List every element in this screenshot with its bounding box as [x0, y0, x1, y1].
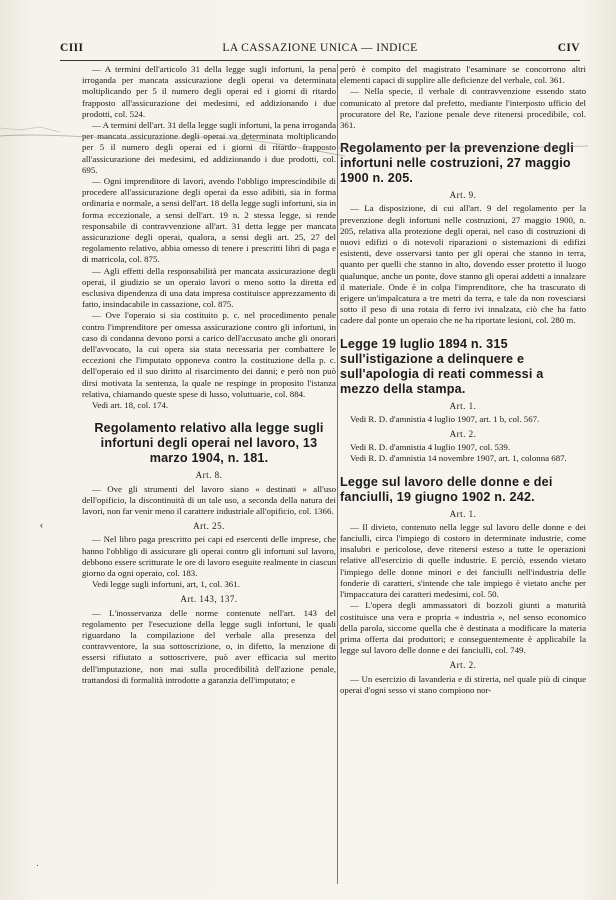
cross-reference: Vedi legge sugli infortuni, art, 1, col. 361. [92, 579, 240, 590]
margin-mark: ‹ [40, 520, 43, 530]
running-head [60, 38, 580, 61]
paragraph: — L'opera degli ammassatori di bozzoli giunti a maturità costituisce una vera e propria « industria », nel senso economico della parola, siccome quella che è destinata a modificare la materia prima offerta dai produttori; e conseguentemente è applicabile la legge sul lavoro delle donne e dei fanciulli, col. 749. [340, 600, 586, 656]
article-label: Art. 2. [449, 429, 477, 440]
paragraph: — A termini dell'art. 31 della legge sugli infortuni, la pena irroganda per mancata assicurazione degli operai va determinata moltiplicando per 5 il numero degli operai ed i giorni di ritardo frapposto all'assicurazione dei medesimi, ed addizionando i due prodotti, col. 695. [82, 120, 336, 175]
page-number-left: CIII [60, 42, 84, 54]
paragraph: — L'inosservanza delle norme contenute nell'art. 143 del regolamento per l'esecuzione della legge sugli infortuni, le quali riguardano la compilazione del verbale alla presenza del contravventore, la sua sottoscrizione, o, in difetto, la menzione di essersi rifiutato a sottoscrivere, può aver efficacia sul merito dell'imputazione, non mai sulla procedibilità dell'azione penale, trattandosi di formalità introdotte a garanzia dell'imputato; e [82, 607, 336, 685]
cross-reference: Vedi R. D. d'amnistia 4 luglio 1907, col. 539. [350, 442, 511, 453]
paragraph: — Un esercizio di lavanderia e di stireria, nel quale più di cinque operai d'ogni sesso vi stano compiono nor- [340, 673, 586, 695]
article-label: Art. 1. [449, 508, 477, 519]
paragraph: — Ogni imprenditore di lavori, avendo l'obbligo imprescindibile di procedere all'assicurazione degli operai da esso adibiti, sia in forma ordinaria e normale, a sensi dell'art. 18 della legge sugli infortuni, sia in forma eccezionale, a sensi dell'art. 19 n. 2 stessa legge, si rende responsabile di contravvenzione all'art. 31 detta legge per mancata assicurazione degli operai, qualora, a sensi degli art. 25, 27 del regolamento relativo, abbia omesso di tenere i prescritti libri di paga e di matricola, col. 875. [82, 176, 336, 265]
paragraph: — Agli effetti della responsabilità per mancata assicurazione degli operai, il giudizio se un operaio lavori o meno sotto la diretta ed esclusiva dipendenza di una data impresa costituisce apprezzamento di fatto, insindacabile in cassazione, col. 875. [82, 265, 336, 310]
cross-reference: Vedi R. D. d'amnistia 14 novembre 1907, art. 1, colonna 687. [350, 453, 567, 464]
paragraph: però è compito del magistrato l'esaminare se concorrono altri elementi capaci di supplire alle deficienze del verbale, col. 361. [340, 64, 586, 86]
right-column [340, 64, 586, 696]
column-divider [337, 64, 338, 884]
article-label: Art. 2. [449, 660, 477, 671]
paragraph: — Ove l'operaio si sia costituito p. c. nel procedimento penale contro l'imprenditore per omessa assicurazione contro gli infortuni, in caso di condanna devono porsi a carico dell'accusato anche gli onorari dell'avvocato, la cui opera sia stata necessaria per combattere le eccezioni che l'imputato opponeva contro la costituzione della p. c. dell'operaio ed il suo diritto al risarcimento dei danni; e però non può dirsi motivata la sentenza, la quale ne respinge in proposito l'istanza relativa, chiamando queste spese di lusso, voluttuarie, col. 884. [82, 310, 336, 399]
cross-reference: Vedi R. D. d'amnistia 4 luglio 1907, art. 1 b, col. 567. [350, 413, 540, 424]
paragraph: — Nel libro paga prescritto pei capi ed esercenti delle imprese, che hanno l'obbligo di assicurare gli operai contro gli infortuni sul lavoro, debbono essere scritturate le ore di lavoro eseguite realmente in ciascun giorno da ogni operaio, col. 183. [82, 534, 336, 578]
section-heading: Legge 19 luglio 1894 n. 315 sull'istigazione a delinquere e sull'apologia di reati commessi a mezzo della stampa. [340, 336, 544, 396]
cross-reference: Vedi art. 18, col. 174. [92, 400, 169, 411]
section-heading: Regolamento relativo alla legge sugli infortuni degli operai nel lavoro, 13 marzo 1904, n. 181. [94, 421, 324, 466]
page-title: LA CASSAZIONE UNICA — INDICE [222, 42, 418, 54]
article-label: Art. 9. [449, 190, 477, 201]
paragraph: — A termini dell'articolo 31 della legge sugli infortuni, la pena irroganda per mancata assicurazione degli operai va determinata moltiplicando per 5 il numero degli operai ed i giorni di ritardo frapposto all'assicurazione dei medesimi, ed addizionando i due prodotti, col. 524. [82, 64, 336, 119]
page-number-right: CIV [557, 42, 580, 54]
article-label: Art. 1. [449, 400, 477, 411]
left-column [82, 64, 336, 686]
paragraph: — Il divieto, contenuto nella legge sul lavoro delle donne e dei fanciulli, circa l'impiego di costoro in determinate industrie, come insalubri e pericolose, deve ritenersi esteso a tutte le operazioni relative all'esercizio di quelle industrie. E perciò, essendo vietato l'impiego delle donne minori e dei fanciulli nell'industria delle fonderie di caratteri, s'intende che tale impiego è vietato anche per l'impaccatura dei caratteri medesimi, col. 50. [340, 521, 586, 600]
article-label: Art. 25. [193, 521, 225, 532]
article-label: Art. 8. [195, 470, 223, 481]
section-heading: Legge sul lavoro delle donne e dei fanciulli, 19 giugno 1902 n. 242. [340, 474, 553, 504]
paragraph: — La disposizione, di cui all'art. 9 del regolamento per la prevenzione degli infortuni nelle costruzioni, 27 maggio 1900, n. 205, relativa alla protezione degli operai, nel caso di costruzioni di nuovi edifizi o di notevoli riparazioni o sistemazioni di edifizi esistenti, deve osservarsi tanto per gli operai che stanno in terra, quanto per quelli che stanno in alto, dovendo esser protetto il luogo qualunque, anche un ponte, dove stanno gli operai addetti a innalzare il materiale. Onde è in colpa l'imprenditore, che ha trascurato di erigere un'impalcatura a tre metri da terra, e tale da non rovesciarsi sotto il peso di una rotaia di ferro ivi innalzata, ciò che ha fatto cadere dal ponte un operaio che ne ha riportate lesioni, col. 280 m. [340, 203, 586, 326]
section-heading: Regolamento per la prevenzione degli infortuni nelle costruzioni, 27 maggio 1900 n. 205. [340, 141, 574, 186]
paragraph: — Nella specie, il verbale di contravvenzione essendo stato comunicato al pretore dal prefetto, mediante l'interposto ufficio del procuratore del Re, l'azione penale deve ritenersi procedibile, col. 361. [340, 86, 586, 131]
article-label: Art. 143, 137. [180, 594, 238, 605]
margin-mark: · [36, 860, 39, 870]
paragraph: — Ove gli strumenti del lavoro siano « destinati » all'uso dell'opificio, la discontinuità di un tale uso, a seconda della natura dei lavori, non far venir meno il carattere industriale all'opificio, col. 1366. [82, 483, 336, 516]
